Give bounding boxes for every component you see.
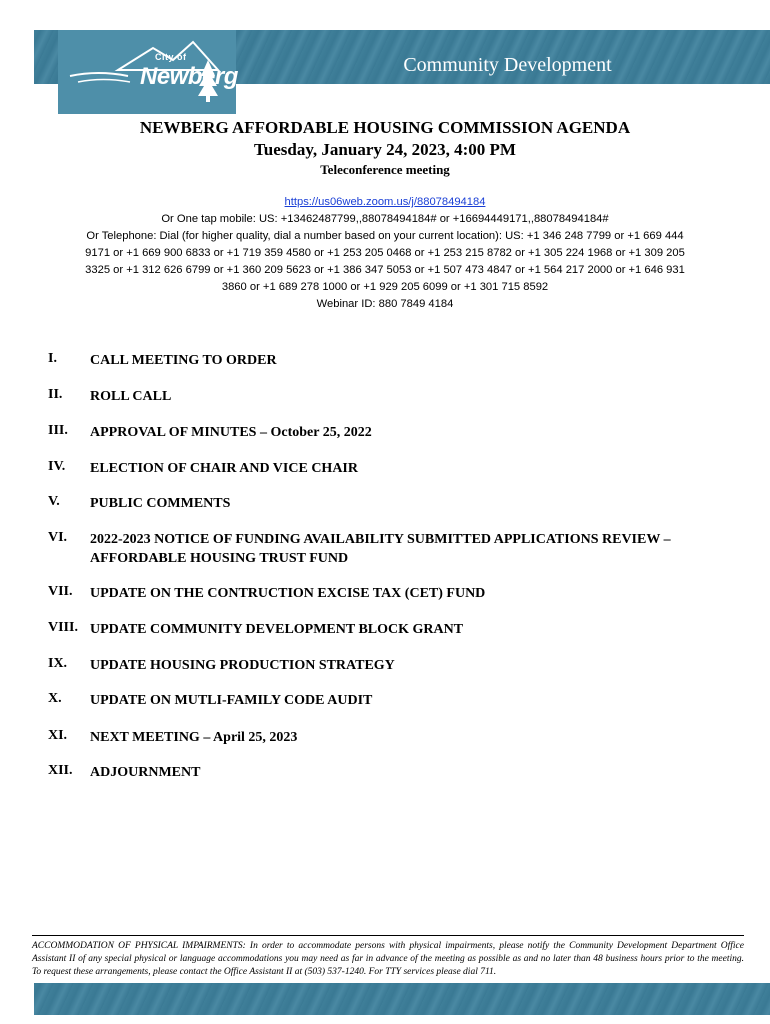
logo-city-of: City of — [155, 52, 187, 62]
city-logo — [58, 30, 236, 114]
agenda-item-text: UPDATE HOUSING PRODUCTION STRATEGY — [90, 658, 395, 673]
agenda-item-number: X. — [48, 691, 62, 706]
dial-info-line: 3325 or +1 312 626 6799 or +1 360 209 5623 or +1 386 347 5053 or +1 507 473 4847 or +1 564 217 2000 or +1 646 931 — [85, 264, 685, 276]
meeting-date: Tuesday, January 24, 2023, 4:00 PM — [254, 140, 516, 159]
logo-name: Newberg — [140, 63, 238, 90]
agenda-item-number: VI. — [48, 530, 68, 545]
conference-info — [40, 194, 730, 313]
agenda-item-number: VII. — [48, 584, 73, 599]
agenda-item-text: 2022-2023 NOTICE OF FUNDING AVAILABILITY SUBMITTED APPLICATIONS REVIEW – AFFORDABLE HOUSING TRUST FUND — [90, 532, 671, 566]
accommodation-notice: ACCOMMODATION OF PHYSICAL IMPAIRMENTS: In order to accommodate persons with physical impairments, please notify the Community Development Department Office Assistant II of any special physical or language accommodations you may need as far in advance of the meeting as possible as and no later than 48 business hours prior to the meeting. To request these arrangements, please contact the Office Assistant II at (503) 537-1240. For TTY services please dial 711. — [32, 935, 744, 979]
webinar-id: Webinar ID: 880 7849 4184 — [316, 298, 454, 310]
zoom-link[interactable]: https://us06web.zoom.us/j/88078494184 — [284, 196, 486, 208]
agenda-item-number: II. — [48, 387, 63, 402]
department-title: Community Development — [403, 54, 612, 76]
agenda-item-text: APPROVAL OF MINUTES – October 25, 2022 — [90, 425, 372, 440]
agenda-item-text: ROLL CALL — [90, 389, 172, 404]
agenda-item-number: XI. — [48, 728, 68, 743]
agenda-item-text: ELECTION OF CHAIR AND VICE CHAIR — [90, 461, 358, 476]
agenda-item-number: V. — [48, 494, 60, 509]
dial-info-line: 9171 or +1 669 900 6833 or +1 719 359 4580 or +1 253 205 0468 or +1 253 215 8782 or +1 305 224 1968 or +1 309 205 — [85, 247, 685, 259]
agenda-item-number: I. — [48, 351, 57, 366]
agenda-item-text: PUBLIC COMMENTS — [90, 496, 231, 511]
footer-band — [34, 983, 770, 1015]
dial-info-line: Or Telephone: Dial (for higher quality, dial a number based on your current location): US: +1 346 248 7799 or +1 669 444 — [86, 230, 684, 242]
agenda-item-text: ADJOURNMENT — [90, 765, 201, 780]
meeting-type: Teleconference meeting — [320, 162, 450, 177]
dial-info-line: Or One tap mobile: US: +13462487799,,88078494184# or +16694449171,,88078494184# — [161, 213, 609, 225]
agenda-item-text: UPDATE COMMUNITY DEVELOPMENT BLOCK GRANT — [90, 622, 464, 637]
agenda-item-number: III. — [48, 423, 68, 438]
agenda-item-text: NEXT MEETING – April 25, 2023 — [90, 730, 298, 745]
agenda-item-number: IX. — [48, 656, 68, 671]
agenda-item-number: VIII. — [48, 620, 78, 635]
agenda-title: NEWBERG AFFORDABLE HOUSING COMMISSION AGENDA — [139, 118, 631, 137]
agenda-item-number: IV. — [48, 459, 66, 474]
agenda-item-text: UPDATE ON MUTLI-FAMILY CODE AUDIT — [90, 693, 373, 708]
dial-info-line: 3860 or +1 689 278 1000 or +1 929 205 6099 or +1 301 715 8592 — [221, 281, 549, 293]
agenda-item-text: CALL MEETING TO ORDER — [90, 353, 277, 368]
agenda-item-number: XII. — [48, 763, 73, 778]
agenda-item-text: UPDATE ON THE CONTRUCTION EXCISE TAX (CET) FUND — [90, 586, 486, 601]
